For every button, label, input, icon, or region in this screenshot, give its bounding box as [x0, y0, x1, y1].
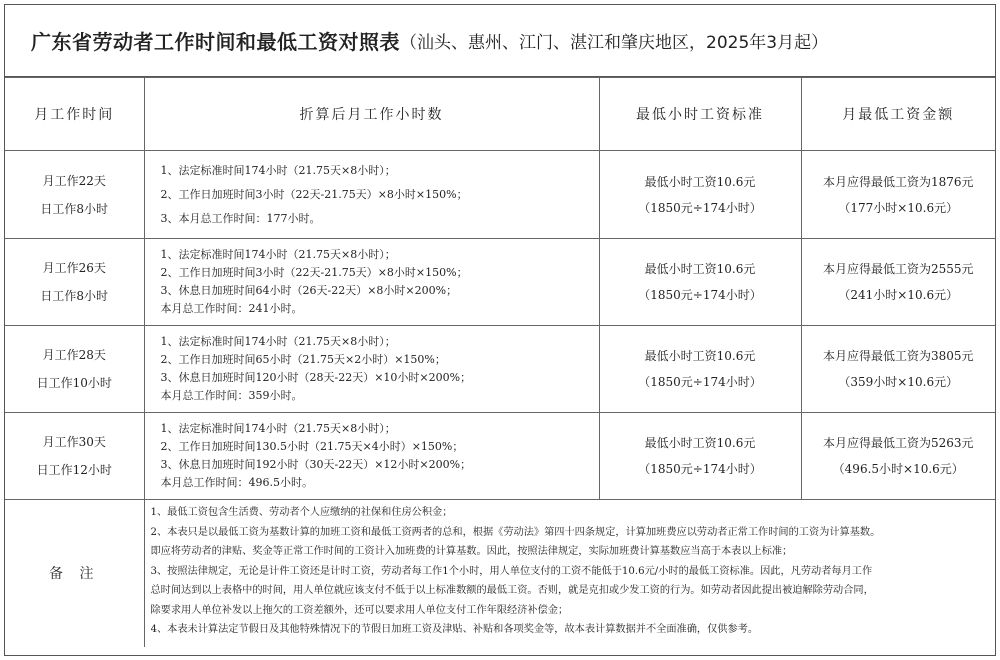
work-time-cell	[5, 326, 144, 413]
header-hourly-wage: 最低小时工资标准	[599, 78, 801, 151]
detail-line: 2、工作日加班时间130.5小时（21.75天×4小时）×150%；	[160, 440, 464, 453]
hourly-wage: 最低小时工资10.6元	[644, 174, 756, 189]
note-line: 3、按照法律规定，无论是计件工资还是计时工资，劳动者每工作1个小时，用人单位支付的工资不能低于10.6元/小时的最低工资标准。因此，凡劳动者每月工作	[150, 565, 873, 577]
work-hours: 日工作8小时	[40, 289, 109, 303]
note-line: 总时间达到以上表格中的时间，用人单位就应该支付不低于以上标准数额的最低工资。否则，就是克扣或少发工资的行为。如劳动者因此提出被迫解除劳动合同，	[150, 585, 874, 596]
work-time-cell	[5, 239, 144, 326]
detail-line: 1、法定标准时间174小时（21.75天×8小时）；	[160, 163, 396, 177]
wage-table	[5, 77, 995, 647]
wage-table-sheet	[4, 4, 996, 656]
hours-detail-cell	[144, 413, 599, 500]
hourly-wage: 最低小时工资10.6元	[644, 349, 756, 363]
monthly-wage: 本月应得最低工资为3805元	[822, 349, 974, 363]
note-line: 即应将劳动者的津贴、奖金等正常工作时间的工资计入加班费的计算基数。因此，按照法律规定，实际加班费计算基数应当高于本表以上标准；	[150, 546, 793, 557]
note-line: 2、本表只是以最低工资为基数计算的加班工资和最低工资两者的总和，根据《劳动法》第四十四条规定，计算加班费应以劳动者正常工作时间的工资为计算基数。	[150, 526, 881, 538]
work-days: 月工作30天	[42, 435, 106, 449]
detail-line: 3、本月总工作时间：177小时。	[160, 211, 321, 225]
work-days: 月工作28天	[42, 348, 106, 362]
work-time-cell	[5, 413, 144, 500]
hourly-wage: 最低小时工资10.6元	[644, 262, 756, 276]
work-hours: 日工作12小时	[36, 463, 112, 477]
monthly-wage: 本月应得最低工资为1876元	[822, 174, 974, 189]
detail-line: 本月总工作时间：496.5小时。	[160, 476, 313, 489]
hourly-wage-cell	[599, 151, 801, 239]
detail-line: 3、休息日加班时间64小时（26天-22天）×8小时×200%；	[160, 284, 458, 297]
notes-content	[144, 500, 995, 647]
monthly-wage-calc: （177小时×10.6元）	[838, 200, 959, 215]
detail-line: 3、休息日加班时间192小时（30天-22天）×12小时×200%；	[160, 458, 472, 471]
work-hours: 日工作8小时	[40, 201, 109, 216]
table-row	[5, 151, 995, 239]
monthly-wage: 本月应得最低工资为5263元	[822, 436, 974, 450]
work-hours: 日工作10小时	[36, 376, 112, 390]
header-work-time: 月工作时间	[5, 78, 144, 151]
header-monthly-wage: 月最低工资金额	[801, 78, 995, 151]
detail-line: 2、工作日加班时间3小时（22天-21.75天）×8小时×150%；	[160, 266, 468, 279]
detail-line: 本月总工作时间：359小时。	[160, 389, 303, 402]
title-main: 广东省劳动者工作时间和最低工资对照表	[31, 30, 400, 54]
detail-line: 1、法定标准时间174小时（21.75天×8小时）；	[160, 335, 396, 348]
detail-line: 本月总工作时间：241小时。	[160, 302, 303, 315]
note-line: 除要求用人单位补发以上拖欠的工资差额外，还可以要求用人单位支付工作年限经济补偿金；	[150, 604, 569, 616]
detail-line: 1、法定标准时间174小时（21.75天×8小时）；	[160, 248, 396, 261]
hourly-wage-cell	[599, 413, 801, 500]
work-days: 月工作22天	[42, 173, 106, 188]
work-time-cell	[5, 151, 144, 239]
monthly-wage-cell	[801, 326, 995, 413]
header-row	[5, 78, 995, 151]
monthly-wage-cell	[801, 239, 995, 326]
table-row	[5, 239, 995, 326]
monthly-wage-calc: （496.5小时×10.6元）	[832, 462, 964, 476]
hours-detail-cell	[144, 151, 599, 239]
hourly-wage-calc: （1850元÷174小时）	[638, 462, 762, 476]
title-subtitle: （汕头、惠州、江门、湛江和肇庆地区，2025年3月起）	[400, 33, 829, 53]
hourly-wage-calc: （1850元÷174小时）	[638, 375, 762, 389]
detail-line: 2、工作日加班时间3小时（22天-21.75天）×8小时×150%；	[160, 187, 468, 201]
note-line: 1、最低工资包含生活费、劳动者个人应缴纳的社保和住房公积金；	[150, 507, 453, 518]
table-row	[5, 326, 995, 413]
hours-detail-cell	[144, 326, 599, 413]
detail-line: 1、法定标准时间174小时（21.75天×8小时）；	[160, 422, 396, 435]
table-row	[5, 413, 995, 500]
notes-row	[5, 500, 995, 647]
hourly-wage-cell	[599, 326, 801, 413]
notes-label: 备 注	[5, 500, 144, 647]
hourly-wage-calc: （1850元÷174小时）	[638, 288, 762, 302]
monthly-wage: 本月应得最低工资为2555元	[822, 262, 974, 276]
monthly-wage-cell	[801, 413, 995, 500]
note-line: 4、本表未计算法定节假日及其他特殊情况下的节假日加班工资及津贴、补贴和各项奖金等，故本表计算数据并不全面准确，仅供参考。	[150, 624, 759, 635]
monthly-wage-cell	[801, 151, 995, 239]
hourly-wage: 最低小时工资10.6元	[644, 436, 756, 450]
work-days: 月工作26天	[42, 261, 106, 275]
monthly-wage-calc: （241小时×10.6元）	[838, 288, 959, 302]
detail-line: 3、休息日加班时间120小时（28天-22天）×10小时×200%；	[160, 371, 472, 384]
detail-line: 2、工作日加班时间65小时（21.75天×2小时）×150%；	[160, 353, 446, 366]
monthly-wage-calc: （359小时×10.6元）	[838, 375, 959, 389]
hourly-wage-calc: （1850元÷174小时）	[638, 200, 762, 215]
header-monthly-hours: 折算后月工作小时数	[144, 78, 599, 151]
hours-detail-cell	[144, 239, 599, 326]
hourly-wage-cell	[599, 239, 801, 326]
table-title	[5, 5, 995, 77]
